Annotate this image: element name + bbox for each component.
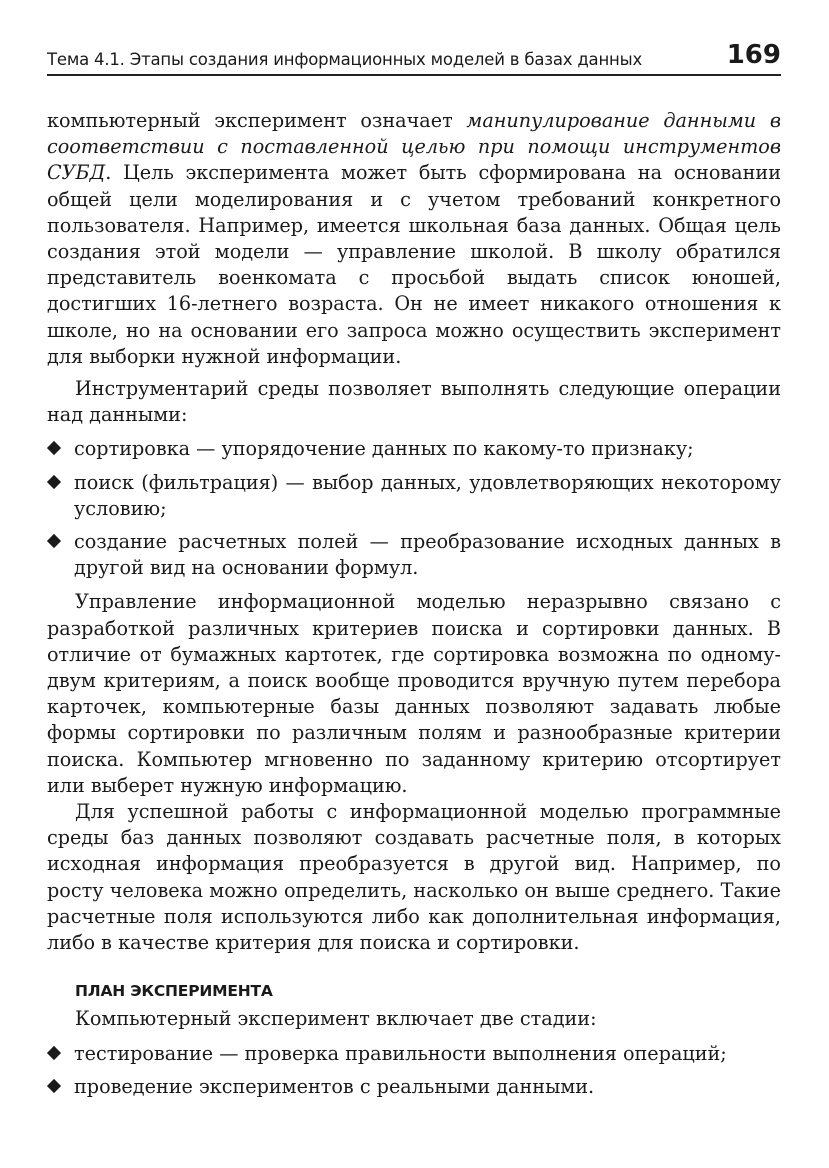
diamond-bullet-icon (49, 477, 60, 488)
operations-list (47, 436, 781, 581)
list-item (47, 470, 781, 522)
list-item-text: сортировка — упорядочение данных по какому-то признаку; (74, 437, 694, 461)
italic-emphasis: манипулирование данными в соответствии с поставленной целью при помощи инструментов СУБД (47, 109, 781, 185)
diamond-bullet-icon (49, 1081, 60, 1092)
list-item-text: тестирование — проверка правильности выполнения операций; (74, 1041, 727, 1065)
section-heading: ПЛАН ЭКСПЕРИМЕНТА (75, 982, 273, 1001)
list-item-text: поиск (фильтрация) — выбор данных, удовлетворяющих некоторому условию; (74, 470, 781, 520)
list-item (47, 529, 781, 581)
diamond-bullet-icon (49, 1048, 60, 1059)
header-title: Тема 4.1. Этапы создания информационных моделей в базах данных (47, 50, 643, 69)
paragraph-model-management: Управление информационной моделью неразрывно связано с разработкой различных критериев поиска и сортировки данных. В отличие от бумажных картотек, где сортировка возможна по одному-двум критериям, а поиск вообще проводится вручную путем перебора карточек, компьютерные базы данных позволяют задавать любые формы сортировки по различным полям и разнообразные критерии поиска. Компьютер мгновенно по заданному критерию отсортирует или выберет нужную информацию. (47, 590, 781, 797)
page-number: 169 (726, 40, 781, 70)
list-item-text: проведение экспериментов с реальными данными. (74, 1074, 595, 1098)
page-body (47, 108, 781, 1100)
stages-list (47, 1041, 781, 1100)
list-item-text: создание расчетных полей — преобразование исходных данных в другой вид на основании формул. (74, 530, 781, 580)
list-item (47, 1041, 781, 1067)
list-item (47, 436, 781, 462)
paragraph-text: компьютерный эксперимент означает (47, 109, 467, 132)
paragraph-stages-intro: Компьютерный эксперимент включает две стадии: (75, 1007, 597, 1031)
diamond-bullet-icon (49, 443, 60, 454)
diamond-bullet-icon (49, 536, 60, 547)
paragraph-experiment-definition (47, 108, 781, 370)
paragraph-operations-intro: Инструментарий среды позволяет выполнять следующие операции над данными: (47, 377, 781, 427)
paragraph-calculated-fields: Для успешной работы с информационной моделью программные среды баз данных позволяют создавать расчетные поля, в которых исходная информация преобразуется в другой вид. Например, по росту человека можно определить, насколько он выше среднего. Такие расчетные поля используются либо как дополнительная информация, либо в качестве критерия для поиска и сортировки. (47, 800, 781, 955)
list-item (47, 1074, 781, 1100)
running-header (47, 38, 781, 76)
paragraph-text: . Цель эксперимента может быть сформирована на основании общей цели моделирования и с учетом требований конкретного пользователя. Например, имеется школьная база данных. Общая цель создания этой модели — управление школой. В школу обратился представитель военкомата с просьбой выдать список юношей, достигших 16-летнего возраста. Он не имеет никакого отношения к школе, но на основании его запроса можно осуществить эксперимент для выборки нужной информации. (47, 161, 781, 368)
